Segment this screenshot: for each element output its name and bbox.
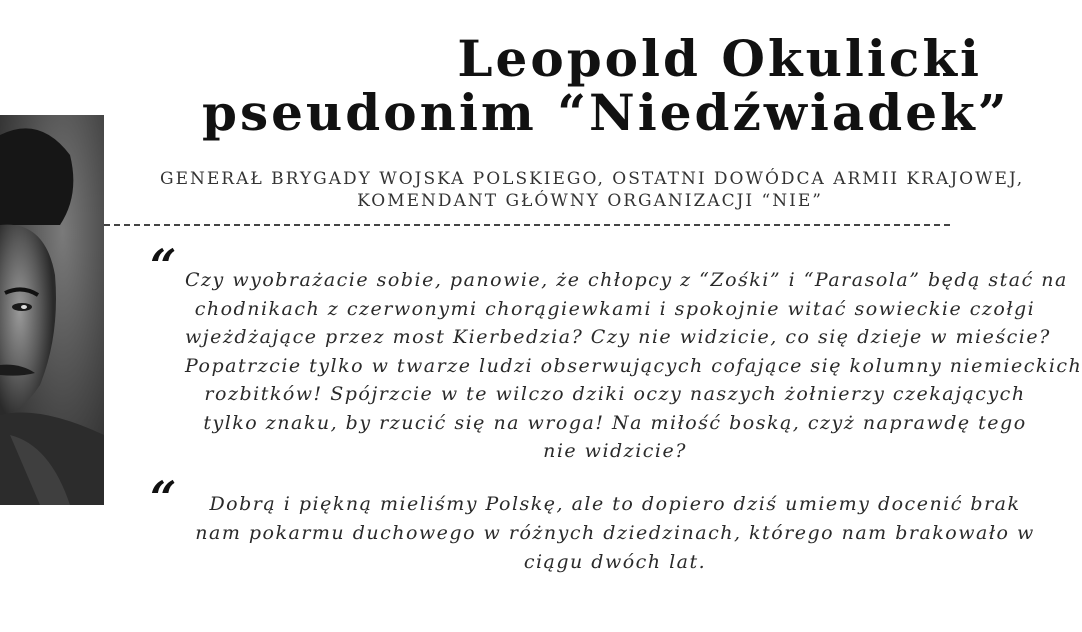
page-title: [202, 29, 1010, 142]
title-pseudonym: pseudonim “Niedźwiadek”: [202, 83, 1010, 142]
quote-mark-icon: “: [150, 471, 177, 525]
quote-line: ciągu dwóch lat.: [523, 551, 707, 573]
dashed-divider: [104, 224, 950, 226]
subtitle-line: GENERAŁ BRYGADY WOJSKA POLSKIEGO, OSTATNI DOWÓDCA ARMII KRAJOWEJ,: [160, 169, 1025, 189]
subtitle-line: KOMENDANT GŁÓWNY ORGANIZACJI “NIE”: [357, 191, 823, 211]
quote-line: wjeżdżające przez most Kierbedzia? Czy nie widzicie, co się dzieje w mieście?: [185, 326, 1051, 348]
quote-line: Popatrzcie tylko w twarze ludzi obserwujących cofające się kolumny niemieckich: [185, 354, 1082, 377]
portrait-photo: [0, 115, 104, 505]
quote-line: Czy wyobrażacie sobie, panowie, że chłopcy z “Zośki” i “Parasola” będą stać na: [185, 269, 1068, 291]
quote-line: tylko znaku, by rzucić się na wroga! Na miłość boską, czyż naprawdę tego: [203, 411, 1027, 434]
quote-mark-icon: “: [150, 239, 177, 293]
quote-block: [185, 266, 1082, 466]
quote-line: rozbitków! Spójrzcie w te wilczo dziki oczy naszych żołnierzy czekających: [204, 383, 1026, 405]
title-name: Leopold Okulicki: [457, 29, 982, 88]
quote-line: nam pokarmu duchowego w różnych dziedzinach, którego nam brakowało w: [195, 522, 1035, 544]
quote-block: [185, 490, 1045, 577]
quote-line: chodnikach z czerwonymi chorągiewkami i spokojnie witać sowieckie czołgi: [194, 297, 1036, 320]
quote-line: nie widzicie?: [543, 440, 687, 462]
quote-line: Dobrą i piękną mieliśmy Polskę, ale to dopiero dziś umiemy docenić brak: [209, 493, 1021, 515]
subtitle: [160, 168, 1025, 212]
portrait-photo-icon: [0, 115, 104, 505]
